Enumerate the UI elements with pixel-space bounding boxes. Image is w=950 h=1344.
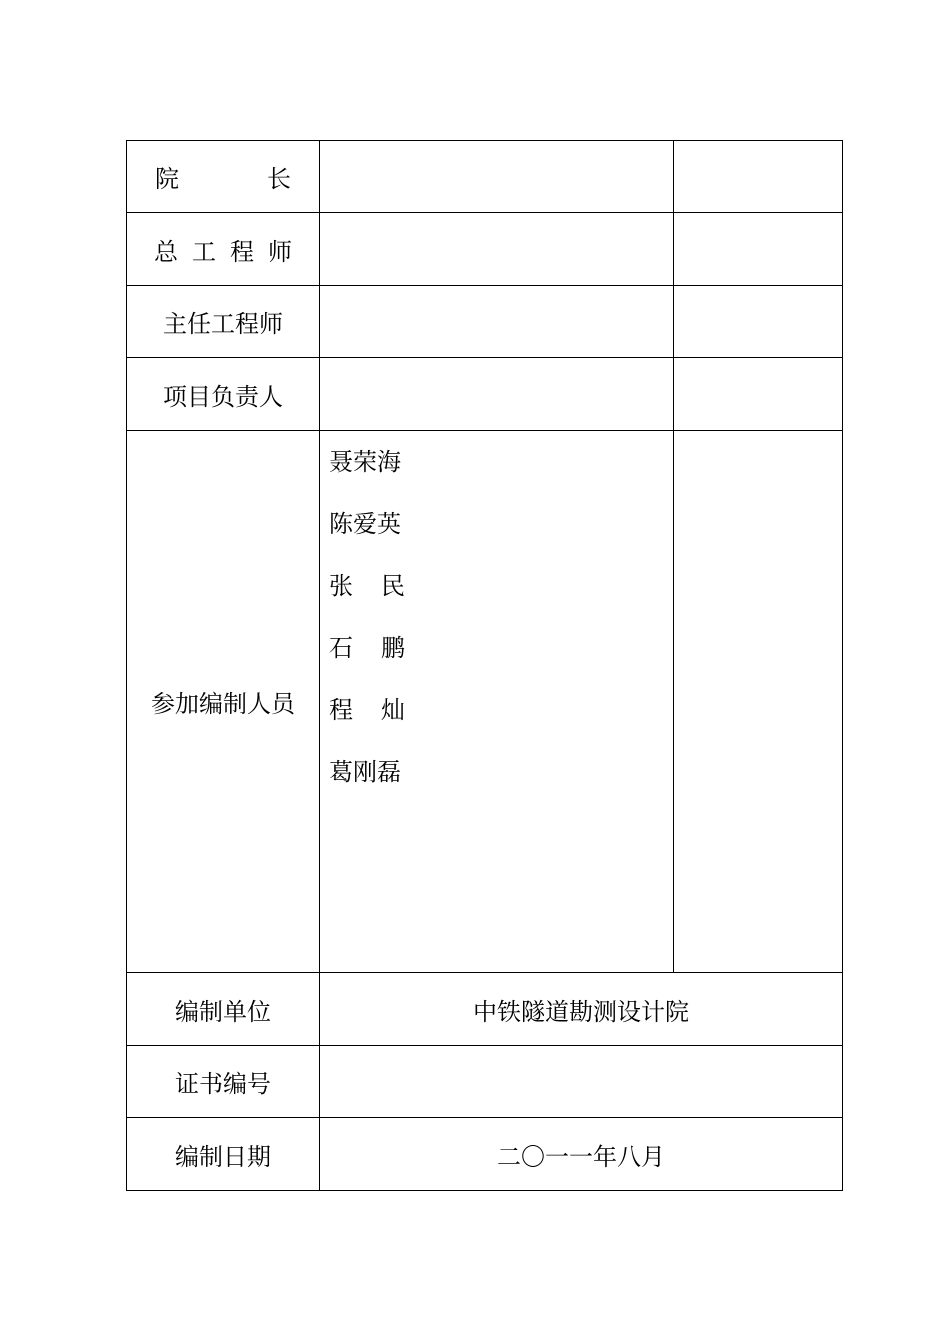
org-label: 编制单位: [175, 997, 271, 1026]
org-label-cell: [127, 973, 320, 1046]
participants-signature-cell: [674, 431, 843, 973]
cert-label-cell: [127, 1046, 320, 1118]
row-president: [127, 141, 843, 213]
cert-value: [320, 1046, 843, 1118]
participants-list: [320, 431, 674, 973]
project-leader-signature-cell: [674, 358, 843, 431]
row-principal-engineer: [127, 286, 843, 358]
president-label-cell: [127, 141, 379, 213]
row-certificate: [127, 1046, 843, 1118]
participant-name: 葛刚磊: [329, 758, 401, 786]
participant-name: 陈爱英: [329, 510, 401, 538]
participant-name: 石鹏: [329, 634, 433, 662]
president-label: 院长: [155, 165, 379, 193]
chief-engineer-signature-cell: [674, 213, 843, 286]
date-label-cell: [127, 1118, 320, 1191]
participant-name: 程灿: [329, 696, 433, 724]
row-participants: [127, 431, 843, 973]
project-leader-label: 项目负责人: [163, 382, 283, 411]
row-project-leader: [127, 358, 843, 431]
date-label: 编制日期: [175, 1142, 271, 1171]
row-date: [127, 1118, 843, 1191]
chief-engineer-label: 总工程师: [154, 237, 306, 266]
participants-label: 参加编制人员: [151, 690, 295, 718]
chief-engineer-label-cell: [127, 213, 320, 286]
project-leader-name-cell: [320, 358, 674, 431]
participant-name: 聂荣海: [329, 448, 401, 476]
row-chief-engineer: [127, 213, 843, 286]
president-signature-cell: [674, 141, 843, 213]
row-organization: [127, 973, 843, 1046]
cert-label: 证书编号: [175, 1070, 271, 1098]
date-value: 二〇一一年八月: [320, 1118, 843, 1191]
participant-name: 张民: [329, 572, 433, 600]
principal-engineer-label-cell: [127, 286, 320, 358]
org-value: 中铁隧道勘测设计院: [320, 973, 843, 1046]
signature-table: [126, 140, 843, 1191]
project-leader-label-cell: [127, 358, 320, 431]
chief-engineer-name-cell: [320, 213, 674, 286]
principal-engineer-label: 主任工程师: [163, 310, 283, 338]
principal-engineer-signature-cell: [674, 286, 843, 358]
principal-engineer-name-cell: [320, 286, 674, 358]
participants-label-cell: [127, 431, 320, 973]
